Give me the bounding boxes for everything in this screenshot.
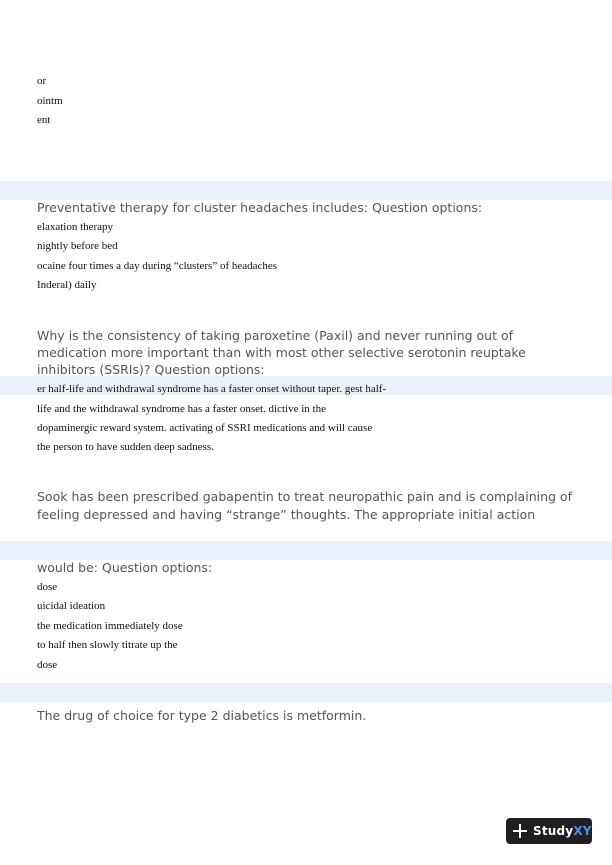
highlight-band <box>0 683 612 702</box>
question-prompt: Preventative therapy for cluster headaches includes: Question options: <box>37 200 483 215</box>
question-prompt-line: feeling depressed and having “strange” thoughts. The appropriate initial action <box>37 507 536 522</box>
question-prompt-line: Sook has been prescribed gabapentin to treat neuropathic pain and is complaining of <box>37 489 572 504</box>
highlight-band <box>0 541 612 560</box>
question-prompt-line: medication more important than with most other selective serotonin reuptake <box>37 345 526 360</box>
plus-icon <box>513 824 527 838</box>
answer-option: ocaine four times a day during “clusters” of headaches <box>37 260 278 272</box>
brand-name: StudyXY <box>533 824 592 838</box>
answer-option: Inderal) daily <box>37 279 97 291</box>
answer-option: dopaminergic reward system. activating of SSRI medications and will cause <box>37 422 373 434</box>
studyxy-logo-badge[interactable] <box>506 818 592 844</box>
answer-option: life and the withdrawal syndrome has a faster onset. dictive in the <box>37 403 326 415</box>
question-prompt-line: Why is the consistency of taking paroxetine (Paxil) and never running out of <box>37 328 514 343</box>
question-prompt-line: inhibitors (SSRIs)? Question options: <box>37 362 265 377</box>
answer-option: dose <box>37 581 58 593</box>
fragment-line: ointm <box>37 95 63 107</box>
answer-option: the medication immediately dose <box>37 620 183 632</box>
answer-option: er half-life and withdrawal syndrome has a faster onset without taper. gest half- <box>37 383 387 395</box>
answer-option: elaxation therapy <box>37 221 114 233</box>
answer-option: the person to have sudden deep sadness. <box>37 441 214 453</box>
answer-option: to half then slowly titrate up the <box>37 639 178 651</box>
statement: The drug of choice for type 2 diabetics is metformin. <box>37 708 367 723</box>
answer-option: nightly before bed <box>37 240 118 252</box>
fragment-line: ent <box>37 114 51 126</box>
question-prompt-line: would be: Question options: <box>37 560 213 575</box>
fragment-line: or <box>37 75 47 87</box>
answer-option: uicidal ideation <box>37 600 106 612</box>
answer-option: dose <box>37 659 58 671</box>
highlight-band <box>0 181 612 200</box>
